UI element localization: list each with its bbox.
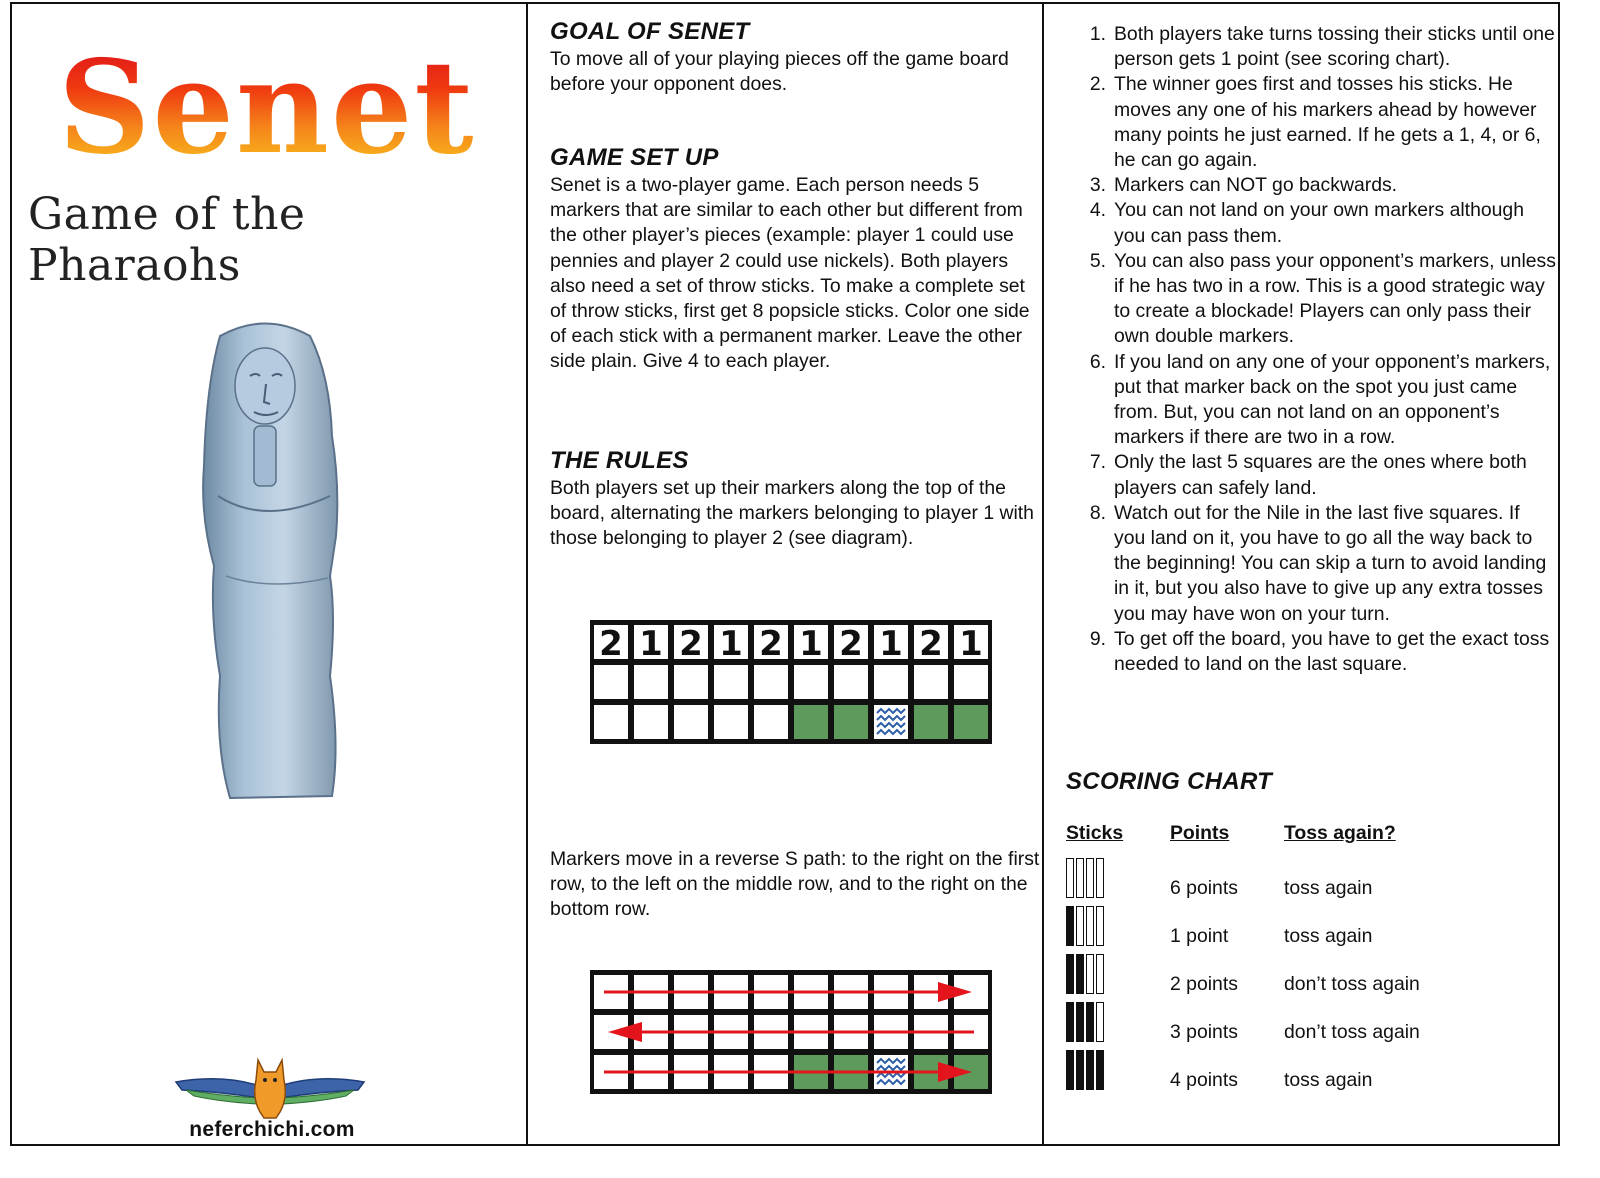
player-marker-label: 2 [839,624,863,664]
rule-text: If you land on any one of your opponent’s markers, put that marker back on the spot you just came from. But, you can not land on an opponent’s markers if there are two in a row. [1114,350,1551,449]
stick-icon [1066,906,1074,946]
toss-again-value: toss again [1284,877,1373,899]
player-marker-label: 1 [719,624,743,664]
throw-sticks-icon [1066,858,1110,898]
throw-sticks-icon [1066,954,1110,994]
site-url: neferchichi.com [189,1118,355,1141]
toss-again-value: don’t toss again [1284,1021,1420,1043]
safe-square [794,705,828,739]
board-square [634,705,668,739]
stick-icon [1066,1050,1074,1090]
board-square [594,705,628,739]
board-square [754,705,788,739]
scoring-heading: SCORING CHART [1066,768,1273,795]
rule-text: Markers can NOT go backwards. [1114,174,1398,197]
toss-column-header: Toss again? [1284,822,1396,844]
rule-text: To get off the board, you have to get the exact toss needed to land on the last square. [1114,627,1550,676]
rule-number: 9. [1089,627,1106,650]
stick-icon [1096,858,1104,898]
board-square [914,665,948,699]
rule-number: 5. [1089,249,1106,272]
rule-number: 8. [1089,501,1106,524]
goal-text: To move all of your playing pieces off the game board before your opponent does. [550,48,1009,96]
subtitle-logo: Game of the Pharaohs [28,189,306,291]
rule-number: 7. [1089,451,1106,474]
rule-item [1080,450,1556,500]
rule-number: 6. [1089,350,1106,373]
rule-item [1080,173,1556,198]
player-marker-label: 2 [599,624,623,664]
rules-heading: THE RULES [550,447,689,474]
stick-icon [1086,954,1094,994]
board-square [714,665,748,699]
scoring-row [1044,954,1558,998]
board-square [874,665,908,699]
rule-item [1080,22,1556,72]
stick-icon [1086,858,1094,898]
rule-text: You can not land on your own markers although you can pass them. [1114,199,1524,247]
points-value: 1 point [1170,925,1229,947]
player-marker-label: 2 [759,624,783,664]
player-marker-label: 2 [919,624,943,664]
board-square [754,665,788,699]
setup-text: Senet is a two-player game. Each person needs 5 markers that are similar to each other but different from the other player’s pieces (example: player 1 could use pennies and player 2 could use nickels). Both players also need a set of throw sticks. To make a complete set of throw sticks, first get 8 popsicle sticks. Color one side of each stick with a permanent marker. Leave the other side plain. Give 4 to each player. [550,174,1030,373]
throw-sticks-icon [1066,906,1110,946]
board-square [674,705,708,739]
rules-list [1080,22,1556,677]
safe-square [834,705,868,739]
rules-intro-text: Both players set up their markers along the top of the board, alternating the markers belonging to player 1 with those belonging to player 2 (see diagram). [550,477,1034,550]
points-value: 4 points [1170,1069,1238,1091]
scoring-row [1044,1050,1558,1094]
right-panel [1044,4,1558,1144]
throw-sticks-icon [1066,1002,1110,1042]
points-value: 3 points [1170,1021,1238,1043]
sticks-column-header: Sticks [1066,822,1124,844]
safe-square [914,705,948,739]
rule-item [1080,72,1556,173]
stick-icon [1086,1050,1094,1090]
board-square [954,665,988,699]
stick-icon [1086,906,1094,946]
rule-text: You can also pass your opponent’s markers, unless if he has two in a row. This is a good strategic way to create a blockade! Players can only pass their own double markers. [1114,249,1556,348]
player-marker-label: 1 [959,624,983,664]
player-marker-label: 1 [639,624,663,664]
board-square [674,665,708,699]
toss-again-value: toss again [1284,925,1373,947]
rule-number: 2. [1089,73,1106,96]
player-marker-label: 1 [799,624,823,664]
stick-icon [1076,1002,1084,1042]
rule-number: 4. [1089,199,1106,222]
board-square [794,665,828,699]
player-marker-label: 1 [879,624,903,664]
board-square [714,705,748,739]
stick-icon [1096,1050,1104,1090]
setup-board-diagram [590,620,992,744]
rule-item [1080,501,1556,627]
stick-icon [1076,954,1084,994]
points-value: 6 points [1170,877,1238,899]
left-panel [12,4,528,1144]
safe-square [954,705,988,739]
points-value: 2 points [1170,973,1238,995]
board-square [594,665,628,699]
rule-item [1080,249,1556,350]
toss-again-value: toss again [1284,1069,1373,1091]
rule-item [1080,350,1556,451]
winged-cat-logo [172,1052,368,1120]
path-board-diagram [590,970,992,1094]
stick-icon [1066,1002,1074,1042]
stick-icon [1076,858,1084,898]
path-text: Markers move in a reverse S path: to the right on the first row, to the left on the middle row, and to the right on the bottom row. [550,848,1040,921]
middle-panel [528,4,1044,1144]
stick-icon [1076,1050,1084,1090]
stick-icon [1076,906,1084,946]
scoring-row [1044,1002,1558,1046]
throw-sticks-icon [1066,1050,1110,1090]
shabti-figure-image [190,316,340,806]
rule-text: The winner goes first and tosses his sticks. He moves any one of his markers ahead by however many points he just earned. If he gets a 1, 4, or 6, he can go again. [1114,73,1541,172]
goal-heading: GOAL OF SENET [550,18,750,45]
stick-icon [1096,954,1104,994]
rule-item [1080,198,1556,248]
setup-heading: GAME SET UP [550,144,719,171]
points-column-header: Points [1170,822,1230,844]
rule-number: 3. [1089,174,1106,197]
stick-icon [1066,954,1074,994]
board-square [634,665,668,699]
toss-again-value: don’t toss again [1284,973,1420,995]
rule-text: Both players take turns tossing their sticks until one person gets 1 point (see scoring chart). [1114,23,1555,71]
rule-item [1080,627,1556,677]
stick-icon [1086,1002,1094,1042]
player-marker-label: 2 [679,624,703,664]
rule-text: Only the last 5 squares are the ones where both players can safely land. [1114,451,1527,499]
instruction-sheet [10,2,1560,1146]
stick-icon [1066,858,1074,898]
rule-number: 1. [1089,23,1106,45]
scoring-row [1044,858,1558,902]
stick-icon [1096,1002,1104,1042]
title-logo: Senet [58,44,498,172]
stick-icon [1096,906,1104,946]
rule-text: Watch out for the Nile in the last five squares. If you land on it, you have to go all the way back to the beginning! You can skip a turn to avoid landing in it, but you also have to give up any extra tosses you may have won on your turn. [1114,501,1547,625]
board-square [834,665,868,699]
scoring-row [1044,906,1558,950]
